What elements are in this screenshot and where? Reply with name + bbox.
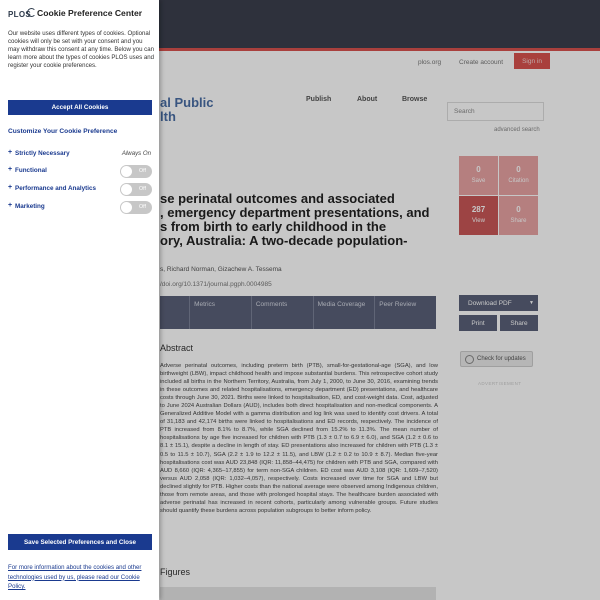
pref-performance-analytics[interactable] <box>8 183 154 195</box>
expand-plus-icon[interactable]: + <box>8 149 13 156</box>
metric-citation-value: 0 <box>516 165 521 174</box>
customize-heading: Customize Your Cookie Preference <box>8 128 118 135</box>
metric-save[interactable] <box>459 156 498 195</box>
metric-share-value: 0 <box>516 205 521 214</box>
print-button[interactable]: Print <box>459 315 497 331</box>
metric-citation-label: Citation <box>508 178 529 184</box>
tab-metrics[interactable]: Metrics <box>189 296 251 329</box>
advertisement-label: ADVERTISEMENT <box>478 381 522 386</box>
toggle-knob <box>121 166 132 177</box>
pref-label: Performance and Analytics <box>15 185 96 192</box>
metric-save-label: Save <box>471 178 486 184</box>
functional-toggle[interactable] <box>120 165 152 178</box>
tab-comments[interactable]: Comments <box>251 296 313 329</box>
search-input[interactable]: Search <box>447 102 544 121</box>
abstract-heading: Abstract <box>160 343 194 353</box>
pref-label: Marketing <box>15 203 45 210</box>
figures-heading: Figures <box>160 567 191 577</box>
nav-browse[interactable]: Browse <box>402 96 428 103</box>
pref-strictly-necessary[interactable] <box>8 148 154 160</box>
crossmark-icon <box>465 355 474 364</box>
accept-all-cookies-button[interactable]: Accept All Cookies <box>8 100 152 115</box>
plos-logo-icon <box>27 8 36 17</box>
expand-plus-icon[interactable]: + <box>8 166 13 173</box>
check-for-updates-button[interactable] <box>460 351 533 367</box>
plos-logo: PLOS <box>8 10 31 19</box>
metric-share-label: Share <box>510 218 527 224</box>
create-account-link[interactable]: Create account <box>459 59 504 66</box>
pref-label: Functional <box>15 167 47 174</box>
metric-citation[interactable] <box>499 156 538 195</box>
metric-view[interactable] <box>459 196 498 235</box>
metric-view-label: View <box>472 218 485 224</box>
tab-peer-review[interactable]: Peer Review <box>374 296 436 329</box>
save-preferences-button[interactable]: Save Selected Preferences and Close <box>8 534 152 550</box>
toggle-off-label: Off <box>139 204 146 210</box>
figures-carousel[interactable] <box>160 587 436 600</box>
pref-marketing[interactable] <box>8 201 154 213</box>
panel-title: Cookie Preference Center <box>37 8 143 18</box>
tab-media-coverage[interactable]: Media Coverage <box>313 296 375 329</box>
expand-plus-icon[interactable]: + <box>8 202 13 209</box>
advanced-search-link[interactable]: advanced search <box>494 127 540 133</box>
utility-nav <box>160 57 600 73</box>
share-button[interactable]: Share <box>500 315 538 331</box>
nav-publish[interactable]: Publish <box>306 96 332 103</box>
metric-share[interactable] <box>499 196 538 235</box>
download-pdf-label: Download PDF <box>468 299 512 307</box>
chevron-down-icon: ▼ <box>529 300 534 306</box>
marketing-toggle[interactable] <box>120 201 152 214</box>
article-authors: s, Richard Norman, Gizachew A. Tessema <box>160 266 282 273</box>
metric-save-value: 0 <box>476 165 481 174</box>
cookie-policy-link[interactable]: For more information about the cookies and other technologies used by us, please read our Cookie Policy. <box>8 564 142 590</box>
plos-org-link[interactable]: plos.org <box>418 59 442 66</box>
article-doi[interactable]: /doi.org/10.1371/journal.pgph.0004985 <box>160 281 272 288</box>
pref-label: Strictly Necessary <box>15 150 70 157</box>
panel-description: Our website uses different types of cookies. Optional cookies will only be set with your consent and you may withdraw this consent at any time. Below you can learn more about the types of cookies PLOS uses and register your cookie preferences. <box>8 30 154 70</box>
performance-toggle[interactable] <box>120 183 152 196</box>
pref-functional[interactable] <box>8 165 154 177</box>
download-pdf-button[interactable] <box>459 295 538 311</box>
toggle-off-label: Off <box>139 168 146 174</box>
cookie-preference-panel <box>0 0 159 600</box>
article-title: se perinatal outcomes and associated , emergency department presentations, and s from birth to early childhood in the ory, Australia: A two-decade population- <box>160 191 430 248</box>
toggle-knob <box>121 184 132 195</box>
metric-view-value: 287 <box>471 205 486 214</box>
expand-plus-icon[interactable]: + <box>8 184 13 191</box>
article-tabs <box>160 296 436 329</box>
toggle-knob <box>121 202 132 213</box>
abstract-text: Adverse perinatal outcomes, including preterm birth (PTB), small-for-gestational-age (SGA), and low birthweight (LBW), impact childhood health and impose substantial burdens. This retrospective cohort study included all births in the Northern Territory, Australia, from July 1, 2000, to June 30, 2016, examining trends in these outcomes and related hospitalisations, emergency department (ED) presentations, and healthcare costs through June 30, 2021. Births were linked to hospitalisation, ED, and cost-weight data. Cost, adjusted to June 2024 Australian Dollars (AUD), includes both direct hospitalisation and non-medical components. A Generalized Additive Model with a gamma distribution and log link was used to identify cost drivers. A total of 31,183 and 42,174 births were linked to hospitalisations and ED records, respectively. The incidence of PTB increased from 8.1% to 8.7%, while SGA declined from 15.2% to 11.3%. The mean number of hospitalisations by age five increased for children with PTB (1.3 ± 0.7 to 6.9 ± 6.0), and SGA (1.2 ± 0.6 to 8.1 ± 15.1), despite a decline in length of stay. ED presentations also increased for children with PTB (1.3 ± 0.5 to 11.5 ± 10.7), SGA (2.2 ± 1.9 to 12.2 ± 11.5), and LBW (1.2 ± 0.2 to 10.9 ± 8.7). Median five-year hospitalisations cost was AUD 23,848 (IQR: 11,858–44,475) for children with PTB and SGA, compared with AUD 8,660 (IQR: 4,365–17,855) for term non-SGA children. ED cost was AUD 3,108 (IQR: 1,609–7,520) versus AUD 2,058 (IQR: 1,032–4,057), respectively. Costs increased over time for SGA and LBW but declined slightly for PTB. Higher costs than the national average were observed among Indigenous children, those from remote areas, and those with prolonged hospital stays. The healthcare burden associated with adverse perinatal has increased in recent cohorts, particularly among vulnerable groups. Future studies should quantify these burdens across population subgroups to better inform policy. <box>160 363 438 514</box>
tab-article[interactable] <box>160 296 189 329</box>
check-updates-label: Check for updates <box>477 356 526 362</box>
sign-in-button[interactable]: Sign in <box>514 53 550 69</box>
journal-name[interactable]: al Public lth <box>160 95 214 124</box>
toggle-off-label: Off <box>139 186 146 192</box>
always-on-status: Always On <box>121 150 151 157</box>
nav-about[interactable]: About <box>357 96 378 103</box>
